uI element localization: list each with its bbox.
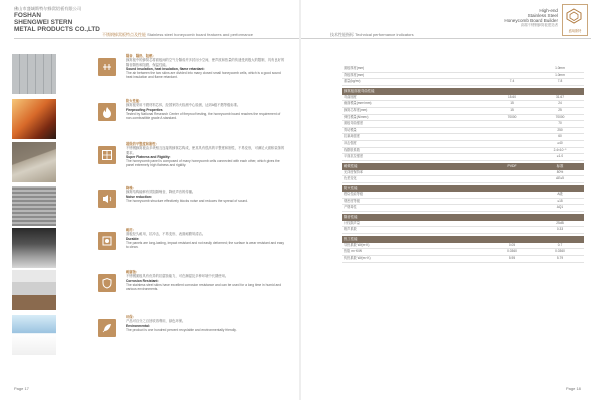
feature-icon-badge: [98, 274, 116, 292]
spec-value-1: 15.60: [508, 94, 516, 99]
feature-body-cn: 产品可百分之百回收再利用，绿色环保。: [126, 319, 186, 324]
feature-title-cn: 超级的平整度和刚性：: [126, 142, 159, 146]
spec-value-2: 5.79: [556, 256, 564, 261]
spec-group-title: 蜂窝板面板弯曲性能: [344, 88, 375, 93]
spec-row: [342, 227, 584, 234]
feature-body-cn: 不锈钢面板具有优异的抗腐蚀能力，可在潮湿及多种环境中长期使用。: [126, 274, 229, 279]
spec-label: 截面模量(mm³/mm): [344, 101, 372, 106]
spec-value-1: 5.95: [508, 256, 516, 261]
spec-label: 计权隔声量: [344, 220, 360, 225]
shield-icon: [101, 277, 113, 289]
spec-group-header: [342, 236, 584, 243]
feature-title-en: Durable:: [126, 236, 140, 241]
brand-slogan: [488, 8, 558, 28]
spec-value-2: 70000: [555, 114, 565, 119]
feature-title-cn: 耐腐蚀：: [126, 270, 140, 274]
spec-label: 烟密度等级: [344, 198, 360, 203]
feature-body-en: The honeycomb structure effectively blocks noise and reduces the spread of sound.: [126, 198, 248, 203]
spec-label: 面板弯曲强度: [344, 121, 364, 126]
header-divider: [301, 38, 591, 39]
spec-row: [342, 154, 584, 161]
spec-value-2: 25dB: [556, 220, 564, 225]
spec-value-2: ≤15: [557, 198, 563, 203]
feature-body-cn: 蜂窝结构能够有效阻隔噪音，降低声音的传播。: [126, 190, 196, 195]
brand-line: High-end: [539, 8, 558, 13]
feature-text: [126, 142, 286, 168]
spec-row: [342, 199, 584, 206]
feature-text: [126, 228, 286, 249]
spec-value-2: AQ1: [556, 205, 564, 210]
spec-row: [342, 79, 584, 86]
spec-row: [342, 243, 584, 250]
flatness-icon: [101, 149, 113, 161]
spec-label: 弹性模量(N/mm²): [344, 114, 369, 119]
spec-value-2: ≥1.0: [556, 154, 564, 159]
brand-line-cn: 高端不锈钢蜂窝板建造者: [520, 23, 558, 27]
spec-group-title: 隔音性能: [344, 214, 358, 219]
company-name-cn: 佛山市盛域斯特尔蜂窝铝板有限公司: [14, 6, 82, 11]
spec-value-2: 25: [558, 107, 562, 112]
feature-item: [12, 54, 292, 94]
feature-title-en: Corrosion Resistant:: [126, 278, 159, 283]
spec-label: 吸声系数: [344, 227, 357, 232]
spec-value-2: 0.0360: [555, 249, 565, 254]
spec-row: [342, 95, 584, 102]
spec-value-1: 0.05: [508, 242, 516, 247]
feature-text: [126, 270, 286, 291]
feature-body-cn: 蜂窝板中的蜂窝芯将面板间的空气分隔成许多封闭小空间，使声波和热量的传递受到极大的限制，具有良好的隔音隔热和阻燃、保温性能。: [126, 58, 285, 67]
feature-icon-badge: [98, 232, 116, 250]
feature-item: [12, 186, 292, 226]
feature-body-cn: 不锈钢蜂窝板由多块相互连接的蜂窝芯构成，使其具有很高的平整度和刚性，不易变形，可满足大面积装饰的要求。: [126, 146, 285, 155]
spec-group-title: 耐候性能: [344, 163, 358, 168]
page-gutter: [299, 0, 301, 400]
spec-value-2: 0.7: [557, 242, 563, 247]
feature-photo: [12, 142, 56, 182]
feature-icon-badge: [98, 319, 116, 337]
spec-value-2: 2.4×10⁻⁵: [553, 147, 567, 152]
spec-group-title: 热工性能: [344, 236, 358, 241]
spec-row: [342, 170, 584, 177]
feature-item: [12, 99, 292, 139]
spec-group-header: [342, 163, 584, 170]
feature-photo: [12, 54, 56, 94]
spec-value-2: 70: [558, 121, 562, 126]
spec-label: 重量(kg/m²): [344, 79, 361, 84]
feature-icon-badge: [98, 58, 116, 76]
feature-title-en: Fireproofing Properties: [126, 107, 163, 112]
spec-value-2: ΔE≤5: [556, 176, 564, 181]
spec-label: 燃烧性能等级: [344, 191, 364, 196]
feature-text: [126, 186, 286, 203]
feature-title-cn: 防火性能：: [126, 99, 143, 103]
spec-group-header: [342, 214, 584, 221]
spec-row: [342, 128, 584, 135]
feature-item: [12, 228, 292, 268]
logo-mark-icon: [566, 8, 582, 24]
feature-photo: [12, 99, 56, 139]
spec-value-2: 0.33: [556, 227, 564, 232]
spec-label: 背板厚度(mm): [344, 72, 365, 77]
feature-title-en: Super Flatness and Rigidity:: [126, 154, 171, 159]
spec-value-2: 1.0mm: [555, 66, 565, 70]
spec-row: [342, 134, 584, 141]
company-en-line: FOSHAN: [14, 12, 41, 19]
spec-value-1: 70000: [507, 114, 517, 119]
spec-value-2: 1.0mm: [555, 72, 565, 77]
spec-label: 剪切模量: [344, 127, 357, 132]
page-number-right: Page 18: [566, 386, 581, 391]
spec-value-1: 0.0360: [507, 249, 517, 254]
spec-row: [342, 115, 584, 122]
section-title-cn: 不锈钢蜂窝板特点及性能: [102, 32, 146, 37]
brand-line: Stainless Steel: [527, 13, 558, 18]
company-name-en: [14, 12, 124, 34]
spec-group-col-2: 标准: [556, 163, 564, 168]
spec-value-2: 250: [557, 127, 563, 132]
feature-title-cn: 降噪：: [126, 186, 136, 190]
spec-row: [342, 249, 584, 256]
spec-value-2: 31.67: [556, 94, 564, 99]
company-en-line: METAL PRODUCTS CO.,LTD: [14, 26, 100, 34]
feature-icon-badge: [98, 146, 116, 164]
spec-label: 传热系数 W/(m²·K): [344, 256, 371, 261]
spec-label: 抗剥离强度: [344, 134, 360, 139]
spec-row: [342, 73, 584, 80]
feature-icon-badge: [98, 190, 116, 208]
leaf-icon: [101, 322, 113, 334]
feature-body-cn: 蜂窝板采用不燃材料芯体，经国家防火检测中心检测，达到A级不燃等级标准。: [126, 103, 241, 108]
spec-row: [342, 256, 584, 263]
spec-value-2: 60: [558, 134, 562, 139]
spec-value-1: 15: [510, 107, 514, 112]
spec-row: [342, 205, 584, 212]
spec-label: 产烟毒性: [344, 205, 357, 210]
feature-text: [126, 54, 286, 80]
insulation-icon: [101, 61, 113, 73]
spec-value-2: A级: [557, 191, 563, 196]
spec-row: [342, 141, 584, 148]
feature-body-en: The panels are long-lasting, impact resistant and not easily deformed; the surface is wear resistant and easy to clean.: [126, 240, 284, 250]
feature-title-en: Noise reduction:: [126, 194, 153, 199]
brand-line: Honeycomb Board Builder: [504, 18, 558, 23]
feature-photo: [12, 270, 56, 310]
spec-row: [342, 176, 584, 183]
section-title-en: Technical performance indicators: [355, 32, 414, 37]
spec-table: [342, 66, 584, 263]
spec-row: [342, 148, 584, 155]
spec-label: 平面抗拉强度: [344, 154, 364, 159]
spec-value-2: 80%: [556, 169, 564, 174]
section-title-en: Stainless steel honeycomb board features and performance: [147, 32, 253, 37]
spec-group-col-1: PVDF: [507, 163, 517, 168]
section-title-cn: 技术性能指标: [330, 32, 354, 37]
spec-group-title: 防火性能: [344, 185, 358, 190]
feature-body-en: The product is one hundred percent recyclable and environmentally friendly.: [126, 327, 237, 332]
spec-row: [342, 101, 584, 108]
fire-icon: [101, 106, 113, 118]
spec-label: 色差变化: [344, 176, 357, 181]
spec-label: 光泽度保持率: [344, 169, 364, 174]
spec-value-1: 7.4: [509, 79, 515, 84]
feature-title-cn: 隔音、隔热、阻燃：: [126, 54, 156, 58]
feature-title-cn: 环保：: [126, 315, 136, 319]
feature-photo: [12, 186, 56, 226]
feature-item: [12, 270, 292, 310]
spec-row: [342, 192, 584, 199]
spec-row: [342, 108, 584, 115]
feature-body-en: The honeycomb panel is composed of many honeycomb cells connected with each other, which gives the panel extremely high flatness and rigidity.: [126, 159, 280, 168]
feature-title-cn: 耐用：: [126, 228, 136, 232]
feature-body-cn: 面板经久耐用，抗冲击，不易变形，表面耐磨易清洁。: [126, 232, 206, 237]
header-divider: [14, 38, 299, 39]
feature-body-en: The air between the two skins are divided into many closed small honeycomb cells, which is a good sound heat insulation and flame retardant.: [126, 71, 281, 80]
durable-icon: [101, 235, 113, 247]
feature-photo: [12, 228, 56, 268]
spec-row: [342, 66, 584, 73]
spec-label: 导热系数 W/(m·K): [344, 242, 370, 247]
spec-group-header: [342, 185, 584, 192]
feature-item: [12, 315, 292, 355]
spec-label: 面板厚度(mm): [344, 66, 365, 70]
spec-label: 冲击强度: [344, 140, 357, 145]
logo-subtitle: 盛域斯特: [568, 29, 582, 33]
page-number-left: Page 17: [14, 386, 29, 391]
spec-row: [342, 121, 584, 128]
feature-body-en: Tested by National Research Center of fireproof testing, the honeycomb board reaches the requirement of non-combustible grade A standard.: [126, 111, 281, 121]
spec-row: [342, 221, 584, 228]
noise-icon: [101, 193, 113, 205]
feature-text: [126, 315, 286, 332]
spec-label: 蜂窝芯厚度(mm): [344, 107, 368, 112]
spec-value-2: ≥40: [557, 140, 563, 145]
feature-body-en: The stainless steel skins have excellent corrosion resistance and can be used for a long time in humid and various environments.: [126, 282, 282, 292]
feature-photo: [12, 315, 56, 355]
spec-label: 热阻 m²·K/W: [344, 249, 363, 254]
company-en-line: SHENGWEI STERN: [14, 19, 73, 27]
feature-item: [12, 142, 292, 182]
feature-icon-badge: [98, 103, 116, 121]
spec-group-header: [342, 88, 584, 95]
spec-value-2: 7.8: [557, 79, 563, 84]
spec-value-2: 24: [558, 101, 562, 106]
spec-label: 线膨胀系数: [344, 147, 360, 152]
feature-text: [126, 99, 286, 120]
feature-title-en: Environmental:: [126, 323, 150, 328]
feature-title-en: Sound insulation, heat insulation, flame retardant:: [126, 66, 205, 71]
company-logo: [562, 4, 588, 36]
spec-label: 弯曲刚度: [344, 94, 357, 99]
spec-value-1: 15: [510, 101, 514, 106]
